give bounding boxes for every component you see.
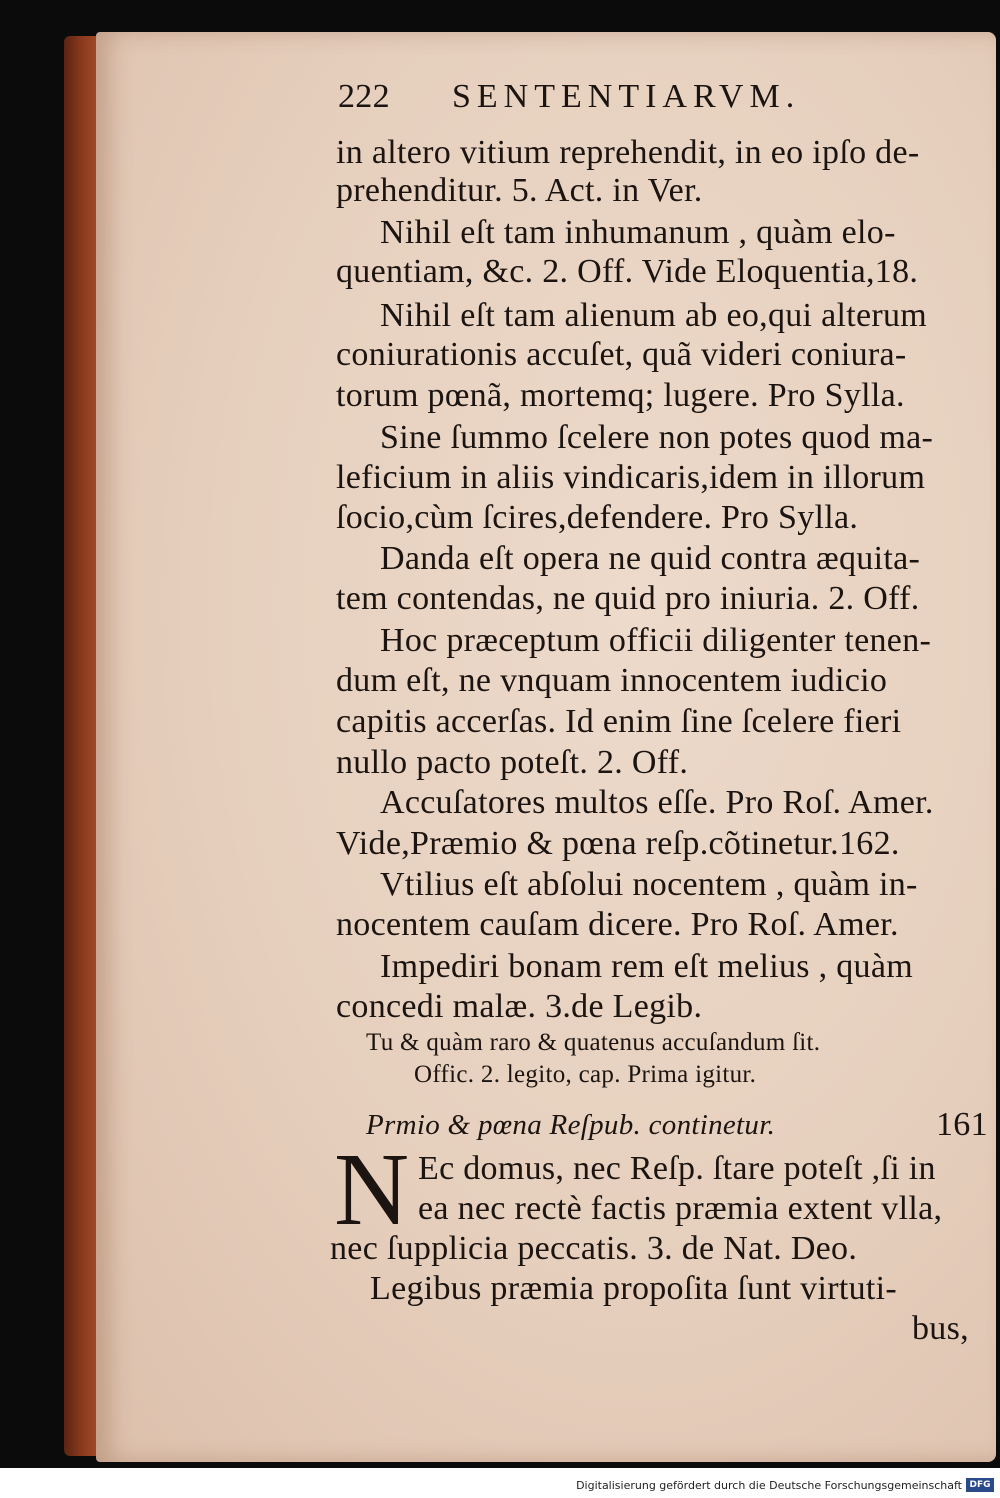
text-line: Vide,Præmio & pœna reſp.cõtinetur.162. bbox=[336, 825, 900, 862]
text-line: dum eſt, ne vnquam innocentem iudicio bbox=[336, 662, 888, 699]
text-line: Sine ſummo ſcelere non potes quod ma- bbox=[380, 419, 934, 456]
note-line: Offic. 2. legito, cap. Prima igitur. bbox=[414, 1061, 757, 1088]
footer-credit: Digitalisierung gefördert durch die Deutsche Forschungsgemeinschaft bbox=[576, 1479, 962, 1492]
drop-cap: N bbox=[334, 1132, 410, 1247]
text-line: coniurationis accuſet, quã videri coniura- bbox=[336, 336, 907, 373]
section-title: Prmio & pœna Reſpub. continetur. bbox=[366, 1109, 776, 1141]
text-line: Vtilius eſt abſolui nocentem , quàm in- bbox=[380, 866, 918, 903]
catchword: bus, bbox=[912, 1310, 969, 1347]
text-line: Nihil eſt tam alienum ab eo,qui alterum bbox=[380, 297, 928, 334]
text-line: torum pœnã, mortemq; lugere. Pro Sylla. bbox=[336, 377, 905, 414]
footer-bar bbox=[0, 1468, 1000, 1498]
section-number: 161 bbox=[936, 1106, 988, 1143]
text-line: leficium in aliis vindicaris,idem in illorum bbox=[336, 459, 926, 496]
text-line: tem contendas, ne quid pro iniuria. 2. Off. bbox=[336, 580, 920, 617]
page-number: 222 bbox=[338, 78, 390, 115]
text-line: ea nec rectè factis præmia extent vlla, bbox=[418, 1190, 943, 1227]
text-line: nec ſupplicia peccatis. 3. de Nat. Deo. bbox=[330, 1230, 858, 1267]
text-line: prehenditur. 5. Act. in Ver. bbox=[336, 172, 703, 209]
running-title: SENTENTIARVM. bbox=[452, 78, 801, 115]
text-line: Ec domus, nec Reſp. ſtare poteſt ,ſi in bbox=[418, 1150, 936, 1187]
text-line: Impediri bonam rem eſt melius , quàm bbox=[380, 948, 913, 985]
text-line: quentiam, &c. 2. Off. Vide Eloquentia,18. bbox=[336, 253, 919, 290]
text-line: nullo pacto poteſt. 2. Off. bbox=[336, 744, 689, 781]
text-line: Legibus præmia propoſita ſunt virtuti- bbox=[370, 1270, 897, 1307]
text-line: ſocio,cùm ſcires,defendere. Pro Sylla. bbox=[336, 499, 859, 536]
note-line: Tu & quàm raro & quatenus accuſandum ſit. bbox=[366, 1029, 821, 1056]
text-line: concedi malæ. 3.de Legib. bbox=[336, 988, 703, 1025]
text-line: capitis accerſas. Id enim ſine ſcelere fieri bbox=[336, 703, 902, 740]
text-line: in altero vitium reprehendit, in eo ipſo de- bbox=[336, 134, 920, 171]
text-line: Accuſatores multos eſſe. Pro Roſ. Amer. bbox=[380, 784, 934, 821]
text-line: Nihil eſt tam inhumanum , quàm elo- bbox=[380, 214, 896, 251]
text-line: nocentem cauſam dicere. Pro Roſ. Amer. bbox=[336, 906, 899, 943]
text-line: Hoc præceptum officii diligenter tenen- bbox=[380, 622, 932, 659]
dfg-logo: DFG bbox=[966, 1478, 994, 1492]
text-line: Danda eſt opera ne quid contra æquita- bbox=[380, 540, 921, 577]
